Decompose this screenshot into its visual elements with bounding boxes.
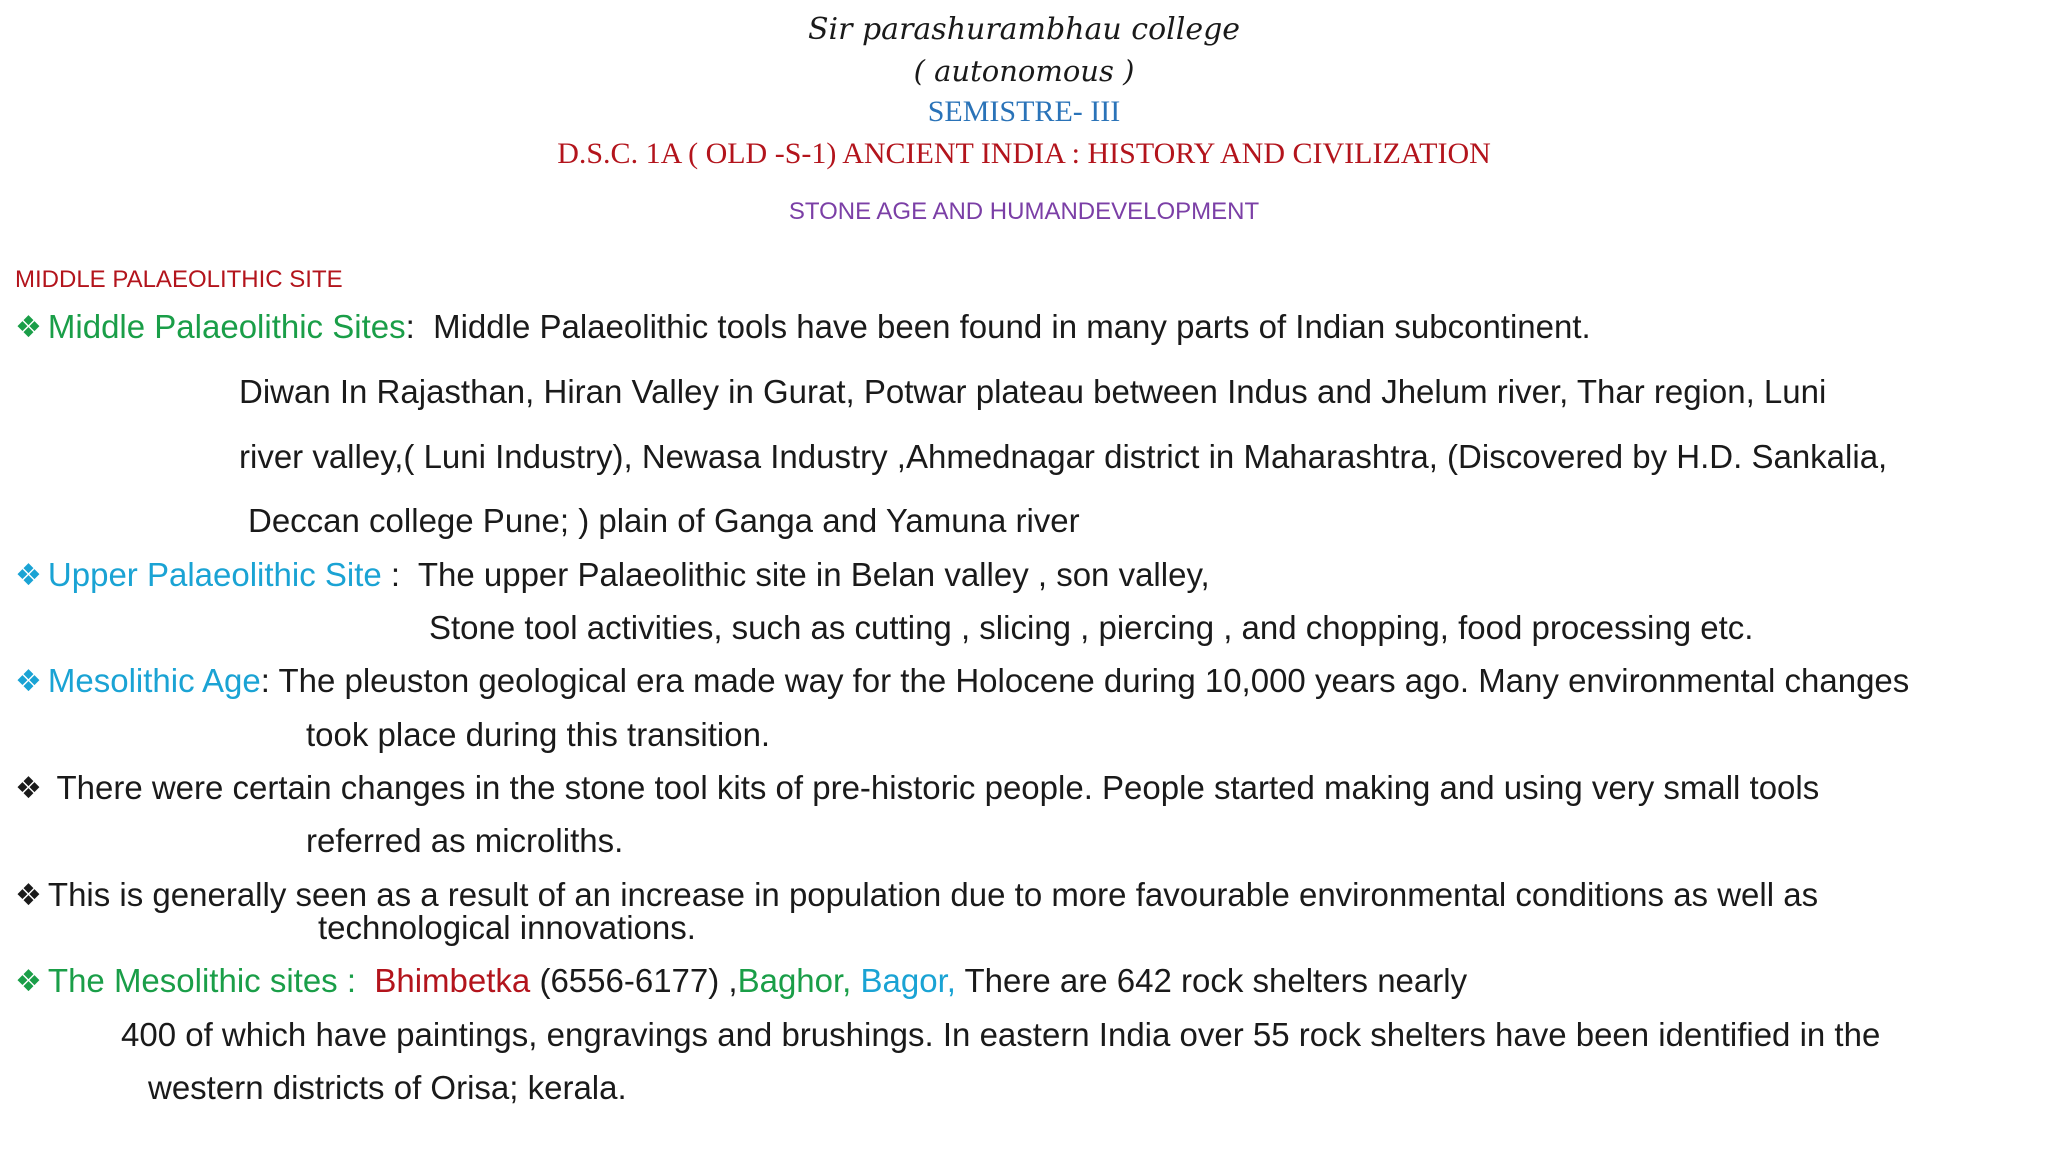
middle-palaeolithic-line4: Deccan college Pune; ) plain of Ganga and Yamuna river <box>248 502 1080 539</box>
college-name: Sir parashurambhau college <box>807 12 1241 47</box>
diamond-bullet-icon: ❖ <box>15 311 42 344</box>
upper-palaeolithic-heading: Upper Palaeolithic Site <box>47 556 382 593</box>
mesolithic-sites-line2: 400 of which have paintings, engravings and brushings. In eastern India over 55 rock shelters have been identified in the <box>121 1016 1881 1053</box>
mesolithic-sites-heading: The Mesolithic sites : <box>47 962 366 999</box>
population-text: This is generally seen as a result of an increase in population due to more favourable environmental conditions as well as <box>47 876 1819 913</box>
mesolithic-sites-line3: western districts of Orisa; kerala. <box>148 1069 627 1106</box>
site-bhimbetka-detail: (6556-6177) , <box>530 962 738 999</box>
middle-palaeolithic-line2: Diwan In Rajasthan, Hiran Valley in Gurat, Potwar plateau between Indus and Jhelum river, Thar region, Luni <box>239 373 1827 410</box>
separator: : <box>381 556 418 593</box>
topic-title: STONE AGE AND HUMANDEVELOPMENT <box>788 198 1260 225</box>
diamond-bullet-icon: ❖ <box>15 665 42 698</box>
site-bhimbetka: Bhimbetka <box>374 962 531 999</box>
mesolithic-age-text: The pleuston geological era made way for the Holocene during 10,000 years ago. Many environmental changes <box>278 662 1910 699</box>
site-baghor: Baghor, <box>737 962 852 999</box>
middle-palaeolithic-line3: river valley,( Luni Industry), Newasa Industry ,Ahmednagar district in Maharashtra, (Discovered by H.D. Sankalia, <box>239 438 1888 475</box>
tool-changes-line1 <box>15 769 1819 807</box>
mesolithic-age-line1 <box>15 662 1909 700</box>
site-bagor: Bagor, <box>851 962 956 999</box>
population-line2: technological innovations. <box>318 909 696 946</box>
semester-label: SEMISTRE- III <box>927 95 1121 128</box>
separator: : <box>260 662 279 699</box>
population-line1 <box>15 876 1818 914</box>
mesolithic-sites-line1 <box>15 962 1467 1000</box>
tool-changes-line2: referred as microliths. <box>306 822 624 859</box>
middle-palaeolithic-line1 <box>15 308 1591 346</box>
autonomous-label: ( autonomous ) <box>913 54 1135 88</box>
mesolithic-age-line2: took place during this transition. <box>306 716 771 753</box>
diamond-bullet-icon: ❖ <box>15 559 42 592</box>
section-label: MIDDLE PALAEOLITHIC SITE <box>15 266 343 293</box>
mesolithic-sites-tail: There are 642 rock shelters nearly <box>955 962 1468 999</box>
middle-palaeolithic-intro: Middle Palaeolithic tools have been found in many parts of Indian subcontinent. <box>433 308 1591 345</box>
tool-changes-text: There were certain changes in the stone tool kits of pre-historic people. People started making and using very small tools <box>47 769 1820 806</box>
upper-palaeolithic-line1 <box>15 556 1210 594</box>
diamond-bullet-icon: ❖ <box>15 772 42 805</box>
mesolithic-age-heading: Mesolithic Age <box>47 662 261 699</box>
diamond-bullet-icon: ❖ <box>15 879 42 912</box>
upper-palaeolithic-line2: Stone tool activities, such as cutting , slicing , piercing , and chopping, food processing etc. <box>429 609 1754 646</box>
separator: : <box>405 308 434 345</box>
upper-palaeolithic-text: The upper Palaeolithic site in Belan valley , son valley, <box>417 556 1210 593</box>
course-title: D.S.C. 1A ( OLD -S-1) ANCIENT INDIA : HISTORY AND CIVILIZATION <box>557 137 1491 170</box>
middle-palaeolithic-heading: Middle Palaeolithic Sites <box>47 308 406 345</box>
diamond-bullet-icon: ❖ <box>15 965 42 998</box>
